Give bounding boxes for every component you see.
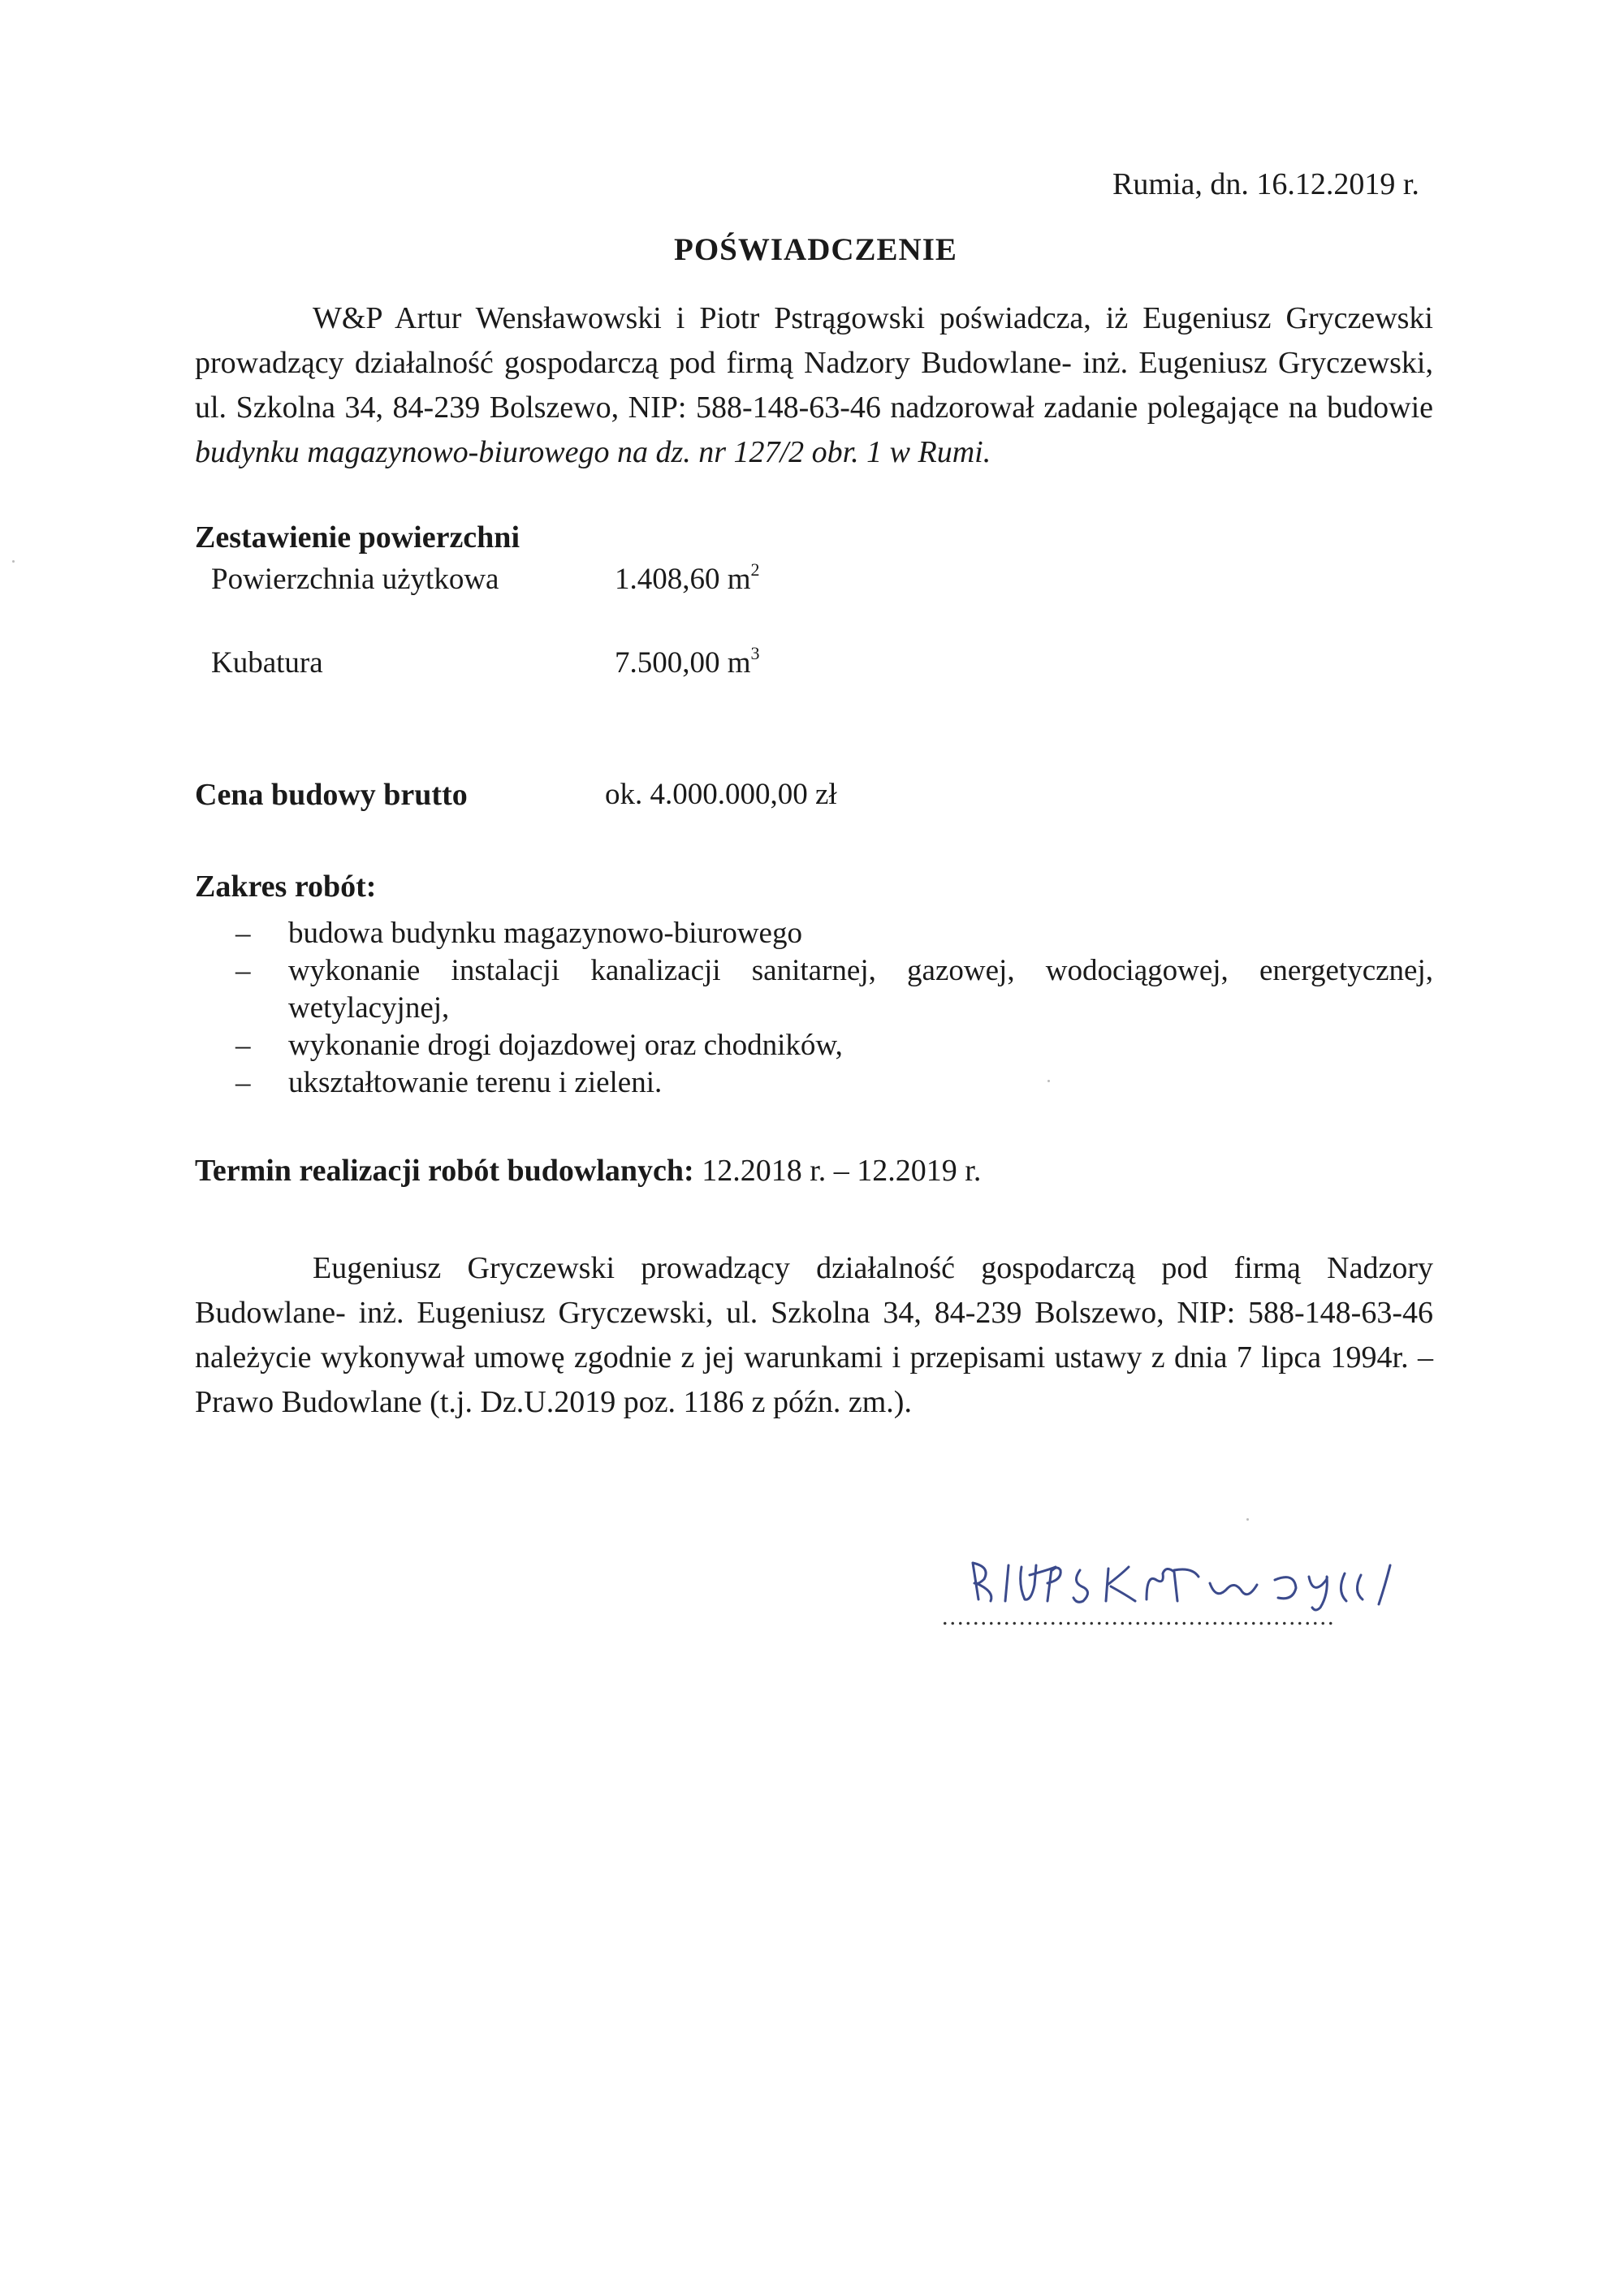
area-row-value <box>615 559 760 597</box>
signature-drawing <box>934 1534 1462 1648</box>
scan-speck <box>1047 1080 1050 1082</box>
list-dash: – <box>235 1066 251 1099</box>
scope-list-item <box>235 1027 1433 1064</box>
list-dash: – <box>235 954 251 987</box>
closing-paragraph: Eugeniusz Gryczewski prowadzący działalność gospodarczą pod firmą Nadzory Budowlane- inż. Eugeniusz Gryczewski, ul. Szkolna 34, 84-239 Bolszewo, NIP: 588-148-63-46 należycie wykonywał umowę zgodnie z jej warunkami i przepisami ustawy z dnia 7 lipca 1994r. – Prawo Budowlane (t.j. Dz.U.2019 poz. 1186 z późn. zm.). <box>195 1251 1433 1419</box>
list-dash: – <box>235 1029 251 1062</box>
areas-heading: Zestawienie powierzchni <box>195 520 520 555</box>
place-and-date: Rumia, dn. 16.12.2019 r. <box>1112 167 1419 201</box>
volume-row-value <box>615 645 760 680</box>
term-line <box>195 1153 981 1189</box>
volume-value-text: 7.500,00 m <box>615 646 751 680</box>
list-dash: – <box>235 917 251 950</box>
intro-italic-text: budynku magazynowo-biurowego na dz. nr 127/2 obr. 1 w Rumi. <box>195 435 991 469</box>
scope-heading: Zakres robót: <box>195 870 377 904</box>
area-value-text: 1.408,60 m <box>615 563 751 596</box>
price-value: ok. 4.000.000,00 zł <box>605 778 837 811</box>
scope-item-text: wykonanie drogi dojazdowej oraz chodników, <box>288 1029 843 1062</box>
scope-list <box>235 915 1433 1102</box>
price-label: Cena budowy brutto <box>195 778 468 812</box>
scope-list-item <box>235 915 1433 952</box>
scope-item-text: budowa budynku magazynowo-biurowego <box>288 917 802 950</box>
area-row-label: Powierzchnia użytkowa <box>211 563 499 596</box>
scan-speck <box>12 560 15 563</box>
volume-unit-exponent: 3 <box>750 643 760 663</box>
volume-row-label: Kubatura <box>211 646 323 680</box>
term-value: 12.2018 r. – 12.2019 r. <box>693 1154 982 1188</box>
scan-speck <box>1246 1518 1249 1521</box>
scope-list-item <box>235 1064 1433 1102</box>
scope-item-text: ukształtowanie terenu i zieleni. <box>288 1066 663 1099</box>
signature-line: ................................................... <box>942 1603 1336 1630</box>
scope-item-text: wykonanie instalacji kanalizacji sanitarnej, gazowej, wodociągowej, energetycznej, wetylacyjnej, <box>288 954 1433 1025</box>
term-label: Termin realizacji robót budowlanych: <box>195 1154 694 1188</box>
intro-text: W&P Artur Wensławowski i Piotr Pstrągowski poświadcza, iż Eugeniusz Gryczewski prowadzący działalność gospodarczą pod firmą Nadzory Budowlane- inż. Eugeniusz Gryczewski, ul. Szkolna 34, 84-239 Bolszewo, NIP: 588-148-63-46 nadzorował zadanie polegające na budowie <box>195 301 1433 425</box>
area-unit-exponent: 2 <box>750 559 760 580</box>
handwritten-signature <box>934 1534 1462 1648</box>
scope-list-item <box>235 952 1433 1027</box>
intro-paragraph <box>195 296 1433 475</box>
document-title: POŚWIADCZENIE <box>674 232 957 267</box>
